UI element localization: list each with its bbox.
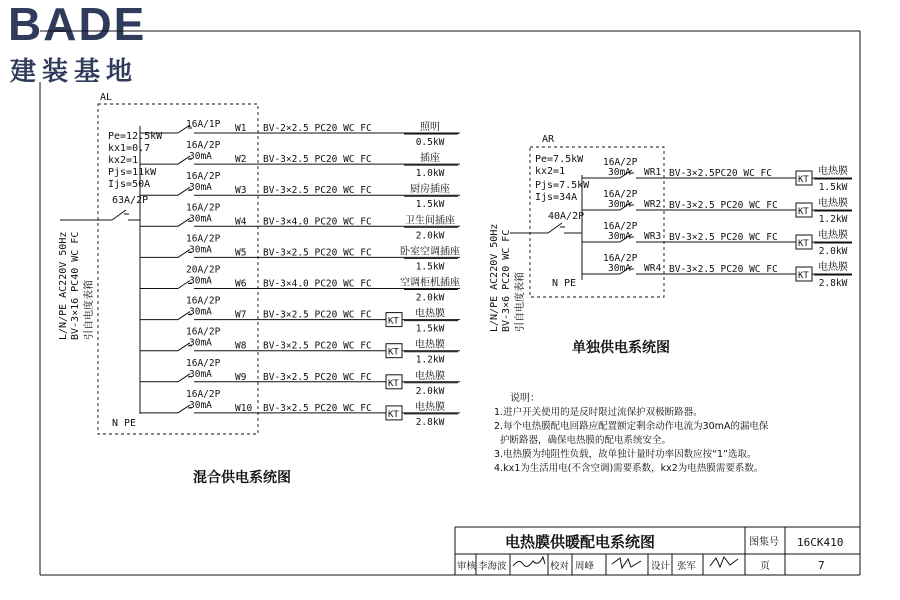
thermostat-label: KT — [388, 347, 399, 358]
single-circuit-row — [582, 157, 852, 193]
note-line: 3.电热膜为纯阻性负载，故单独计量时功率因数应按“1”选取。 — [494, 449, 757, 460]
mixed-supply-note — [58, 232, 95, 340]
cable-spec: BV-3×2.5 PC20 WC FC — [263, 185, 372, 197]
circuit-id: W8 — [235, 340, 247, 352]
single-circuit-row — [582, 189, 852, 225]
reviewer-name: 李海波 — [478, 561, 507, 572]
load-power: 1.0kW — [415, 168, 445, 180]
load-name: 电热膜 — [818, 230, 848, 241]
single-panel-label: AR — [542, 134, 555, 145]
single-circuit-row — [582, 253, 852, 289]
design-label: 设计 — [651, 561, 671, 572]
checker-name: 周峰 — [575, 561, 595, 572]
atlas-number: 16CK410 — [797, 536, 844, 549]
circuit-id: W4 — [235, 216, 247, 228]
mixed-params — [108, 131, 163, 190]
load-power: 1.2kW — [818, 214, 848, 225]
single-circuit-row — [582, 221, 852, 257]
rcd-rating: 30mA — [189, 399, 212, 411]
cable-spec: BV-3×2.5PC20 WC FC — [669, 168, 772, 179]
cable-spec: BV-3×2.5 PC20 WC FC — [263, 340, 372, 352]
rcd-rating: 30mA — [189, 182, 212, 194]
thermostat-label: KT — [388, 316, 399, 327]
breaker-rating: 16A/2P — [603, 221, 638, 232]
circuit-id: W10 — [235, 402, 253, 414]
svg-text:L/N/PE AC220V 50Hz: L/N/PE AC220V 50Hz — [489, 223, 500, 332]
load-name: 电热膜 — [818, 198, 848, 209]
thermostat-label: KT — [388, 378, 399, 389]
notes — [494, 391, 769, 474]
circuit-id: W1 — [235, 123, 247, 134]
rcd-rating: 30mA — [189, 368, 212, 380]
load-name: 电热膜 — [818, 166, 848, 177]
mixed-param: Pe=12.5kW — [108, 131, 163, 142]
mixed-system — [58, 92, 460, 486]
load-power: 1.5kW — [415, 261, 445, 273]
rcd-rating: 30mA — [608, 167, 631, 178]
rcd-rating: 30mA — [189, 275, 212, 287]
logo-brand: BADE — [8, 0, 147, 50]
single-title: 单独供电系统图 — [572, 340, 670, 356]
single-param: Pjs=7.5kW — [535, 180, 590, 191]
cable-spec: BV-3×2.5 PC20 WC FC — [669, 200, 778, 211]
circuit-id: W2 — [235, 154, 247, 166]
load-name: 卫生间插座 — [405, 215, 455, 227]
load-power: 1.5kW — [818, 182, 848, 193]
load-name: 卧室空调插座 — [400, 246, 460, 258]
breaker-rating: 16A/2P — [186, 202, 221, 214]
reviewer-signature — [513, 557, 545, 566]
breaker-rating: 20A/2P — [186, 264, 221, 276]
check-label: 校对 — [550, 561, 570, 572]
circuit-id: W9 — [235, 371, 247, 383]
page-number: 7 — [818, 559, 825, 572]
breaker-rating: 16A/2P — [186, 357, 221, 369]
breaker-rating: 16A/2P — [186, 326, 221, 338]
thermostat-label: KT — [388, 409, 399, 420]
single-main-breaker-symbol — [548, 223, 562, 233]
mixed-param: Pjs=11kW — [108, 167, 157, 178]
load-power: 0.5kW — [415, 137, 445, 148]
circuit-id: W3 — [235, 185, 247, 197]
load-power: 2.8kW — [818, 278, 848, 289]
notes-heading: 说明： — [510, 393, 540, 404]
load-power: 2.0kW — [415, 230, 445, 242]
single-supply-note — [489, 224, 526, 332]
single-system — [489, 134, 852, 356]
mixed-param: Ijs=50A — [108, 179, 151, 190]
single-param: Ijs=34A — [535, 192, 578, 203]
logo — [8, 0, 146, 87]
logo-subtitle: 建装基地 — [10, 57, 139, 87]
rcd-rating: 30mA — [608, 199, 631, 210]
circuit-id: W7 — [235, 309, 247, 321]
review-label: 审核 — [457, 561, 477, 572]
breaker-rating: 16A/2P — [186, 233, 221, 245]
cable-spec: BV-3×2.5 PC20 WC FC — [263, 247, 372, 259]
cable-spec: BV-3×2.5 PC20 WC FC — [669, 264, 778, 275]
svg-text:引自电度表箱: 引自电度表箱 — [84, 280, 95, 340]
breaker-rating: 16A/2P — [186, 140, 221, 152]
single-param: Pe=7.5kW — [535, 154, 584, 165]
cable-spec: BV-3×2.5 PC20 WC FC — [263, 309, 372, 321]
load-name: 厨房插座 — [410, 184, 450, 196]
load-power: 1.2kW — [415, 354, 445, 366]
single-param: kx2=1 — [535, 166, 566, 177]
cable-spec: BV-3×2.5 PC20 WC FC — [263, 371, 372, 383]
load-name: 电热膜 — [415, 401, 445, 413]
load-name: 插座 — [420, 153, 440, 165]
cable-spec: BV-3×4.0 PC20 WC FC — [263, 278, 372, 290]
load-power: 2.0kW — [415, 292, 445, 304]
single-circuits — [582, 157, 852, 289]
load-power: 2.8kW — [415, 416, 445, 428]
thermostat-label: KT — [798, 271, 809, 281]
circuit-id: WR3 — [644, 231, 662, 242]
thermostat-label: KT — [798, 207, 809, 217]
note-line: 2.每个电热膜配电回路应配置额定剩余动作电流为30mA的漏电保 — [494, 421, 769, 432]
breaker-rating: 16A/2P — [603, 157, 638, 168]
mixed-circuits — [140, 119, 460, 428]
load-name: 电热膜 — [415, 370, 445, 382]
mixed-main-breaker-symbol — [112, 210, 126, 220]
checker-signature — [612, 558, 641, 568]
note-line: 4.kx1为生活用电(不含空调)需要系数，kx2为电热膜需要系数。 — [494, 463, 764, 474]
mixed-param: kx1=0.7 — [108, 143, 151, 154]
load-name: 电热膜 — [415, 339, 445, 351]
designer-name: 张军 — [677, 561, 697, 572]
designer-signature — [710, 557, 738, 567]
circuit-id: W6 — [235, 278, 247, 290]
thermostat-label: KT — [798, 239, 809, 249]
svg-text:引自电度表箱: 引自电度表箱 — [515, 272, 526, 332]
rcd-rating: 30mA — [189, 306, 212, 318]
rcd-rating: 30mA — [189, 337, 212, 349]
load-power: 1.5kW — [415, 323, 445, 335]
single-npe-label: N PE — [552, 278, 577, 289]
load-name: 电热膜 — [818, 262, 848, 273]
rcd-rating: 30mA — [189, 244, 212, 256]
note-line: 1.进户开关使用的是反时限过流保护双极断路器。 — [494, 407, 703, 418]
load-power: 1.5kW — [415, 199, 445, 211]
mixed-title: 混合供电系统图 — [193, 470, 291, 486]
mixed-panel-label: AL — [100, 92, 113, 103]
thermostat-label: KT — [798, 175, 809, 185]
svg-text:BV-3×6 PC20 WC FC: BV-3×6 PC20 WC FC — [501, 229, 512, 332]
rcd-rating: 30mA — [189, 151, 212, 163]
cable-spec: BV-3×2.5 PC20 WC FC — [263, 154, 372, 166]
breaker-rating: 16A/2P — [603, 253, 638, 264]
mixed-npe-label: N PE — [112, 418, 137, 429]
load-power: 2.0kW — [415, 385, 445, 397]
svg-text:L/N/PE AC220V 50Hz: L/N/PE AC220V 50Hz — [58, 231, 69, 340]
circuit-id: W5 — [235, 247, 247, 259]
breaker-rating: 16A/2P — [186, 388, 221, 400]
mixed-main-breaker-rating: 63A/2P — [112, 195, 149, 206]
circuit-id: WR4 — [644, 263, 662, 274]
circuit-id: WR2 — [644, 199, 662, 210]
load-name: 电热膜 — [415, 308, 445, 320]
svg-text:BV-3×16 PC40 WC FC: BV-3×16 PC40 WC FC — [70, 231, 81, 340]
mixed-circuit-row — [140, 389, 460, 428]
cable-spec: BV-3×2.5 PC20 WC FC — [669, 232, 778, 243]
single-main-breaker-rating: 40A/2P — [548, 211, 585, 222]
rcd-rating: 30mA — [608, 263, 631, 274]
breaker-rating: 16A/1P — [186, 119, 221, 130]
drawing-title: 电热膜供暖配电系统图 — [505, 533, 656, 551]
title-block — [455, 527, 860, 575]
cable-spec: BV-3×2.5 PC20 WC FC — [263, 402, 372, 414]
note-line: 护断路器，确保电热膜的配电系统安全。 — [494, 435, 672, 446]
load-name: 照明 — [420, 122, 440, 133]
atlas-label: 图集号 — [749, 537, 779, 548]
rcd-rating: 30mA — [608, 231, 631, 242]
breaker-rating: 16A/2P — [603, 189, 638, 200]
mixed-param: kx2=1 — [108, 155, 139, 166]
breaker-rating: 16A/2P — [186, 171, 221, 183]
cable-spec: BV-2×2.5 PC20 WC FC — [263, 123, 372, 134]
cable-spec: BV-3×4.0 PC20 WC FC — [263, 216, 372, 228]
rcd-rating: 30mA — [189, 213, 212, 225]
load-name: 空调柜机插座 — [400, 277, 460, 289]
load-power: 2.0kW — [818, 246, 848, 257]
breaker-rating: 16A/2P — [186, 295, 221, 307]
circuit-id: WR1 — [644, 167, 662, 178]
page-label: 页 — [760, 561, 770, 572]
